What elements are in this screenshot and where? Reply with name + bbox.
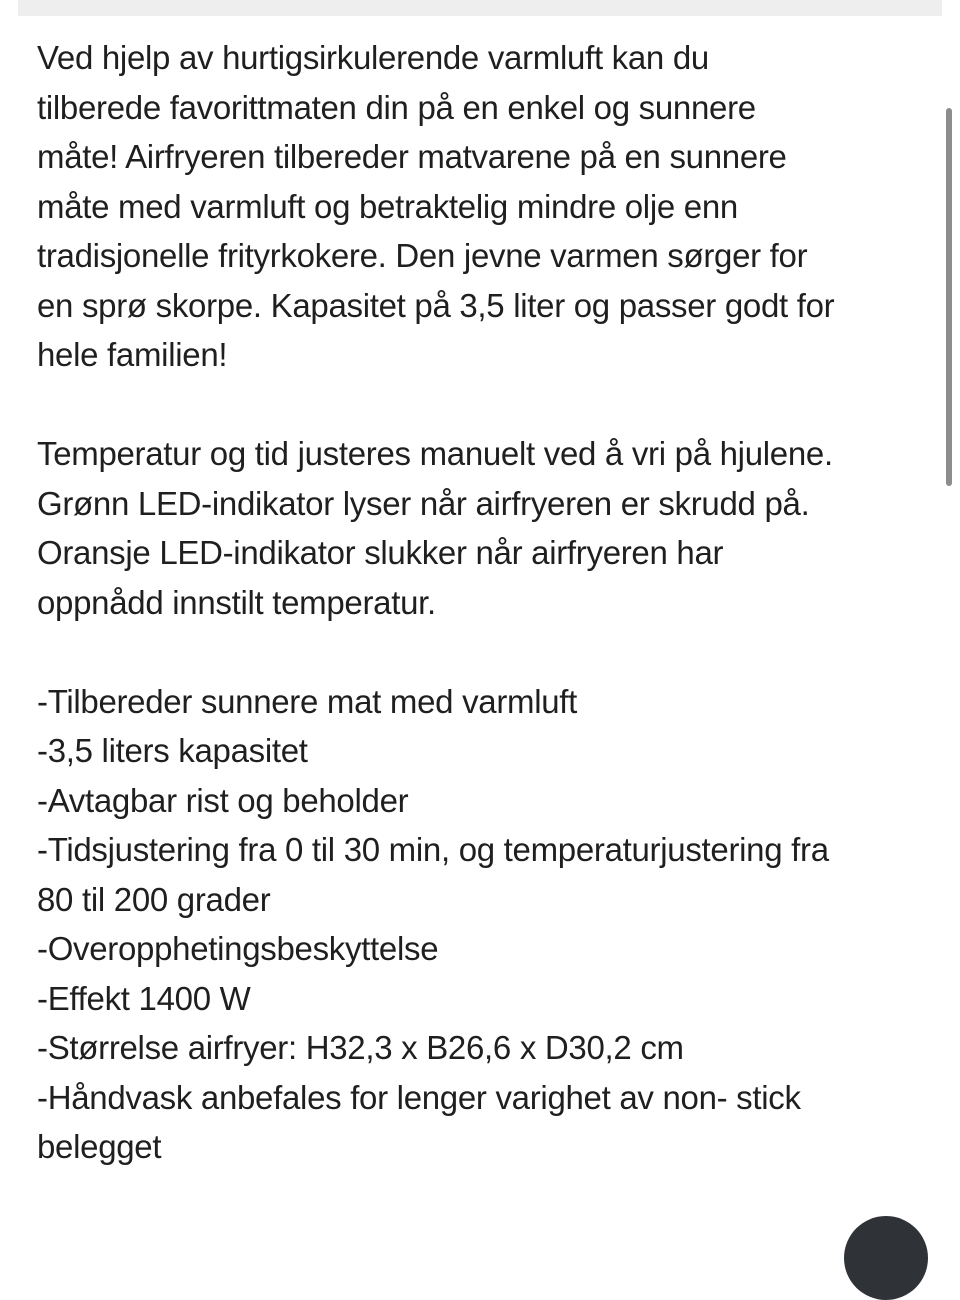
text-line: tilberede favorittmaten din på en enkel og sunnere <box>37 88 756 126</box>
text-line: Ved hjelp av hurtigsirkulerende varmluft kan du <box>37 39 709 76</box>
top-divider-bar <box>18 0 942 16</box>
feature-item: -Tilbereder sunnere mat med varmluft <box>37 682 578 720</box>
product-description <box>37 33 937 1172</box>
text-line: Temperatur og tid justeres manuelt ved å vri på hjulene. <box>37 435 833 472</box>
text-line: tradisjonelle frityrkokere. Den jevne varmen sørger for <box>37 237 808 274</box>
text-line: hele familien! <box>37 336 228 373</box>
feature-item: -Effekt 1400 W <box>37 979 251 1017</box>
floating-action-button[interactable] <box>844 1216 928 1300</box>
feature-item: -3,5 liters kapasitet <box>37 732 308 769</box>
feature-list <box>37 677 937 1172</box>
text-line: måte! Airfryeren tilbereder matvarene på en sunnere <box>37 138 787 175</box>
text-line: oppnådd innstilt temperatur. <box>37 583 436 621</box>
text-line: Oransje LED-indikator slukker når airfryeren har <box>37 534 724 571</box>
paragraph-spacer <box>37 380 937 430</box>
feature-item: 80 til 200 grader <box>37 880 271 918</box>
description-paragraph-2 <box>37 429 937 627</box>
paragraph-spacer <box>37 627 937 677</box>
feature-item: -Håndvask anbefales for lenger varighet av non- stick <box>37 1078 801 1116</box>
feature-item: -Avtagbar rist og beholder <box>37 781 409 819</box>
feature-item: -Overopphetingsbeskyttelse <box>37 930 439 967</box>
text-line: måte med varmluft og betraktelig mindre olje enn <box>37 187 738 225</box>
feature-item: belegget <box>37 1128 162 1165</box>
scrollbar-thumb[interactable] <box>946 108 952 486</box>
description-paragraph-1 <box>37 33 937 380</box>
feature-item: -Tidsjustering fra 0 til 30 min, og temperaturjustering fra <box>37 831 829 868</box>
text-line: Grønn LED-indikator lyser når airfryeren er skrudd på. <box>37 484 810 522</box>
text-line: en sprø skorpe. Kapasitet på 3,5 liter og passer godt for <box>37 286 835 324</box>
feature-item: -Størrelse airfryer: H32,3 x B26,6 x D30,2 cm <box>37 1029 684 1066</box>
